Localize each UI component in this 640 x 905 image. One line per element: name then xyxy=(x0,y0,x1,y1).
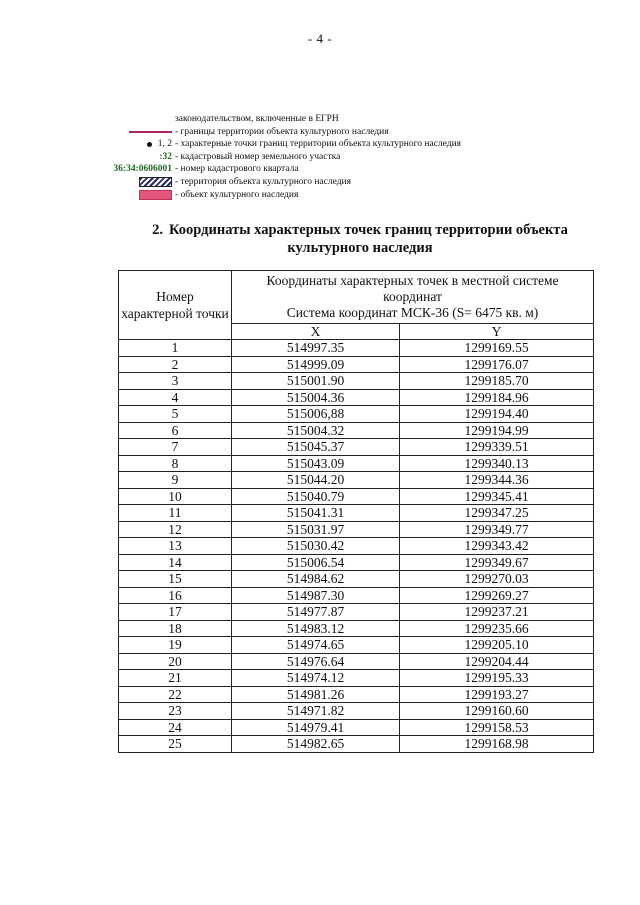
legend-row xyxy=(100,189,620,202)
point-number-cell: 11 xyxy=(119,505,232,522)
x-coordinate-cell: 514977.87 xyxy=(232,604,400,621)
table-row xyxy=(119,406,594,423)
point-number-cell: 7 xyxy=(119,439,232,456)
x-coordinate-cell: 515006.54 xyxy=(232,554,400,571)
cadastral-quarter-symbol: 36:34:0606001 xyxy=(113,164,172,175)
legend-text: - объект культурного наследия xyxy=(175,189,299,200)
x-coordinate-cell: 514983.12 xyxy=(232,620,400,637)
table-row xyxy=(119,488,594,505)
x-coordinate-cell: 514982.65 xyxy=(232,736,400,753)
coordinates-table-body xyxy=(119,340,594,753)
heritage-territory-hatch-symbol xyxy=(139,177,172,187)
x-coordinate-cell: 515044.20 xyxy=(232,472,400,489)
point-number-cell: 23 xyxy=(119,703,232,720)
legend-row xyxy=(100,138,620,151)
table-row xyxy=(119,373,594,390)
y-coordinate-cell: 1299269.27 xyxy=(400,587,594,604)
legend-text: - территория объекта культурного наследия xyxy=(175,176,351,187)
table-row xyxy=(119,554,594,571)
heritage-object-fill-symbol xyxy=(139,190,172,200)
legend xyxy=(100,113,620,201)
y-coordinate-cell: 1299344.36 xyxy=(400,472,594,489)
table-row xyxy=(119,356,594,373)
cadastral-number-symbol: :32 xyxy=(159,151,172,162)
table-row xyxy=(119,455,594,472)
y-coordinate-cell: 1299343.42 xyxy=(400,538,594,555)
table-row xyxy=(119,538,594,555)
point-number-cell: 10 xyxy=(119,488,232,505)
x-coordinate-cell: 515041.31 xyxy=(232,505,400,522)
x-coordinate-cell: 514984.62 xyxy=(232,571,400,588)
y-coordinate-cell: 1299194.99 xyxy=(400,422,594,439)
x-coordinate-cell: 515045.37 xyxy=(232,439,400,456)
table-row xyxy=(119,653,594,670)
y-coordinate-cell: 1299345.41 xyxy=(400,488,594,505)
table-row xyxy=(119,620,594,637)
x-coordinate-cell: 514974.65 xyxy=(232,637,400,654)
y-coordinate-cell: 1299158.53 xyxy=(400,719,594,736)
y-coordinate-cell: 1299204.44 xyxy=(400,653,594,670)
point-number-cell: 5 xyxy=(119,406,232,423)
table-row xyxy=(119,604,594,621)
y-coordinate-cell: 1299339.51 xyxy=(400,439,594,456)
y-coordinate-cell: 1299176.07 xyxy=(400,356,594,373)
y-coordinate-cell: 1299185.70 xyxy=(400,373,594,390)
table-row xyxy=(119,439,594,456)
x-coordinate-cell: 514971.82 xyxy=(232,703,400,720)
table-row xyxy=(119,637,594,654)
coordinates-table xyxy=(118,270,594,753)
table-row xyxy=(119,703,594,720)
x-coordinate-cell: 515043.09 xyxy=(232,455,400,472)
y-coordinate-cell: 1299195.33 xyxy=(400,670,594,687)
boundary-line-symbol xyxy=(129,131,172,133)
legend-text: - характерные точки границ территории объекта культурного наследия xyxy=(175,139,462,150)
y-coordinate-cell: 1299235.66 xyxy=(400,620,594,637)
point-number-cell: 14 xyxy=(119,554,232,571)
section-title-line2: культурного наследия xyxy=(287,240,433,256)
x-coordinate-cell: 514974.12 xyxy=(232,670,400,687)
point-number-cell: 9 xyxy=(119,472,232,489)
point-number-cell: 18 xyxy=(119,620,232,637)
x-header: X xyxy=(232,324,400,340)
legend-row xyxy=(100,126,620,139)
table-row xyxy=(119,422,594,439)
y-coordinate-cell: 1299168.98 xyxy=(400,736,594,753)
section-title-line1: Координаты характерных точек границ территории объекта xyxy=(169,222,568,238)
x-coordinate-cell: 515004.32 xyxy=(232,422,400,439)
section-title xyxy=(120,221,600,257)
point-symbol-label: 1, 2 xyxy=(157,139,172,150)
y-coordinate-cell: 1299184.96 xyxy=(400,389,594,406)
table-row xyxy=(119,389,594,406)
table-row xyxy=(119,686,594,703)
point-number-cell: 20 xyxy=(119,653,232,670)
y-coordinate-cell: 1299347.25 xyxy=(400,505,594,522)
x-coordinate-cell: 515040.79 xyxy=(232,488,400,505)
point-number-cell: 6 xyxy=(119,422,232,439)
point-number-cell: 17 xyxy=(119,604,232,621)
table-row xyxy=(119,571,594,588)
x-coordinate-cell: 515031.97 xyxy=(232,521,400,538)
table-row xyxy=(119,505,594,522)
table-row xyxy=(119,719,594,736)
point-number-header: Номер характерной точки xyxy=(119,271,232,340)
point-number-cell: 3 xyxy=(119,373,232,390)
table-row xyxy=(119,472,594,489)
y-header: Y xyxy=(400,324,594,340)
point-number-cell: 22 xyxy=(119,686,232,703)
section-number: 2. xyxy=(152,222,164,238)
point-number-cell: 2 xyxy=(119,356,232,373)
legend-row xyxy=(100,151,620,164)
point-number-cell: 19 xyxy=(119,637,232,654)
point-number-cell: 21 xyxy=(119,670,232,687)
y-coordinate-cell: 1299270.03 xyxy=(400,571,594,588)
legend-row xyxy=(100,113,620,126)
y-coordinate-cell: 1299205.10 xyxy=(400,637,594,654)
point-number-cell: 1 xyxy=(119,340,232,357)
y-coordinate-cell: 1299194.40 xyxy=(400,406,594,423)
coordinates-header: Координаты характерных точек в местной системе координат Система координат МСК-36 (S= 6475 кв. м) xyxy=(232,271,594,324)
x-coordinate-cell: 515001.90 xyxy=(232,373,400,390)
point-number-cell: 24 xyxy=(119,719,232,736)
table-row xyxy=(119,670,594,687)
x-coordinate-cell: 514981.26 xyxy=(232,686,400,703)
y-coordinate-cell: 1299237.21 xyxy=(400,604,594,621)
y-coordinate-cell: 1299169.55 xyxy=(400,340,594,357)
x-coordinate-cell: 514979.41 xyxy=(232,719,400,736)
x-coordinate-cell: 514976.64 xyxy=(232,653,400,670)
point-number-cell: 8 xyxy=(119,455,232,472)
point-number-cell: 13 xyxy=(119,538,232,555)
table-row xyxy=(119,521,594,538)
x-coordinate-cell: 514997.35 xyxy=(232,340,400,357)
table-row xyxy=(119,736,594,753)
point-number-cell: 25 xyxy=(119,736,232,753)
point-number-cell: 12 xyxy=(119,521,232,538)
legend-text: - номер кадастрового квартала xyxy=(175,164,299,175)
y-coordinate-cell: 1299349.67 xyxy=(400,554,594,571)
point-symbol xyxy=(147,138,172,151)
x-coordinate-cell: 515004.36 xyxy=(232,389,400,406)
legend-text: - кадастровый номер земельного участка xyxy=(175,151,341,162)
y-coordinate-cell: 1299340.13 xyxy=(400,455,594,472)
legend-row xyxy=(100,176,620,189)
point-number-cell: 16 xyxy=(119,587,232,604)
table-row xyxy=(119,587,594,604)
x-coordinate-cell: 514987.30 xyxy=(232,587,400,604)
legend-row xyxy=(100,163,620,176)
legend-text: законодательством, включенные в ЕГРН xyxy=(175,114,339,124)
y-coordinate-cell: 1299349.77 xyxy=(400,521,594,538)
table-row xyxy=(119,340,594,357)
y-coordinate-cell: 1299193.27 xyxy=(400,686,594,703)
legend-text: - границы территории объекта культурного наследия xyxy=(175,126,389,137)
x-coordinate-cell: 514999.09 xyxy=(232,356,400,373)
point-number-cell: 4 xyxy=(119,389,232,406)
page-number: - 4 - xyxy=(307,31,333,46)
point-dot-icon xyxy=(147,142,152,147)
x-coordinate-cell: 515006,88 xyxy=(232,406,400,423)
point-number-cell: 15 xyxy=(119,571,232,588)
x-coordinate-cell: 515030.42 xyxy=(232,538,400,555)
y-coordinate-cell: 1299160.60 xyxy=(400,703,594,720)
